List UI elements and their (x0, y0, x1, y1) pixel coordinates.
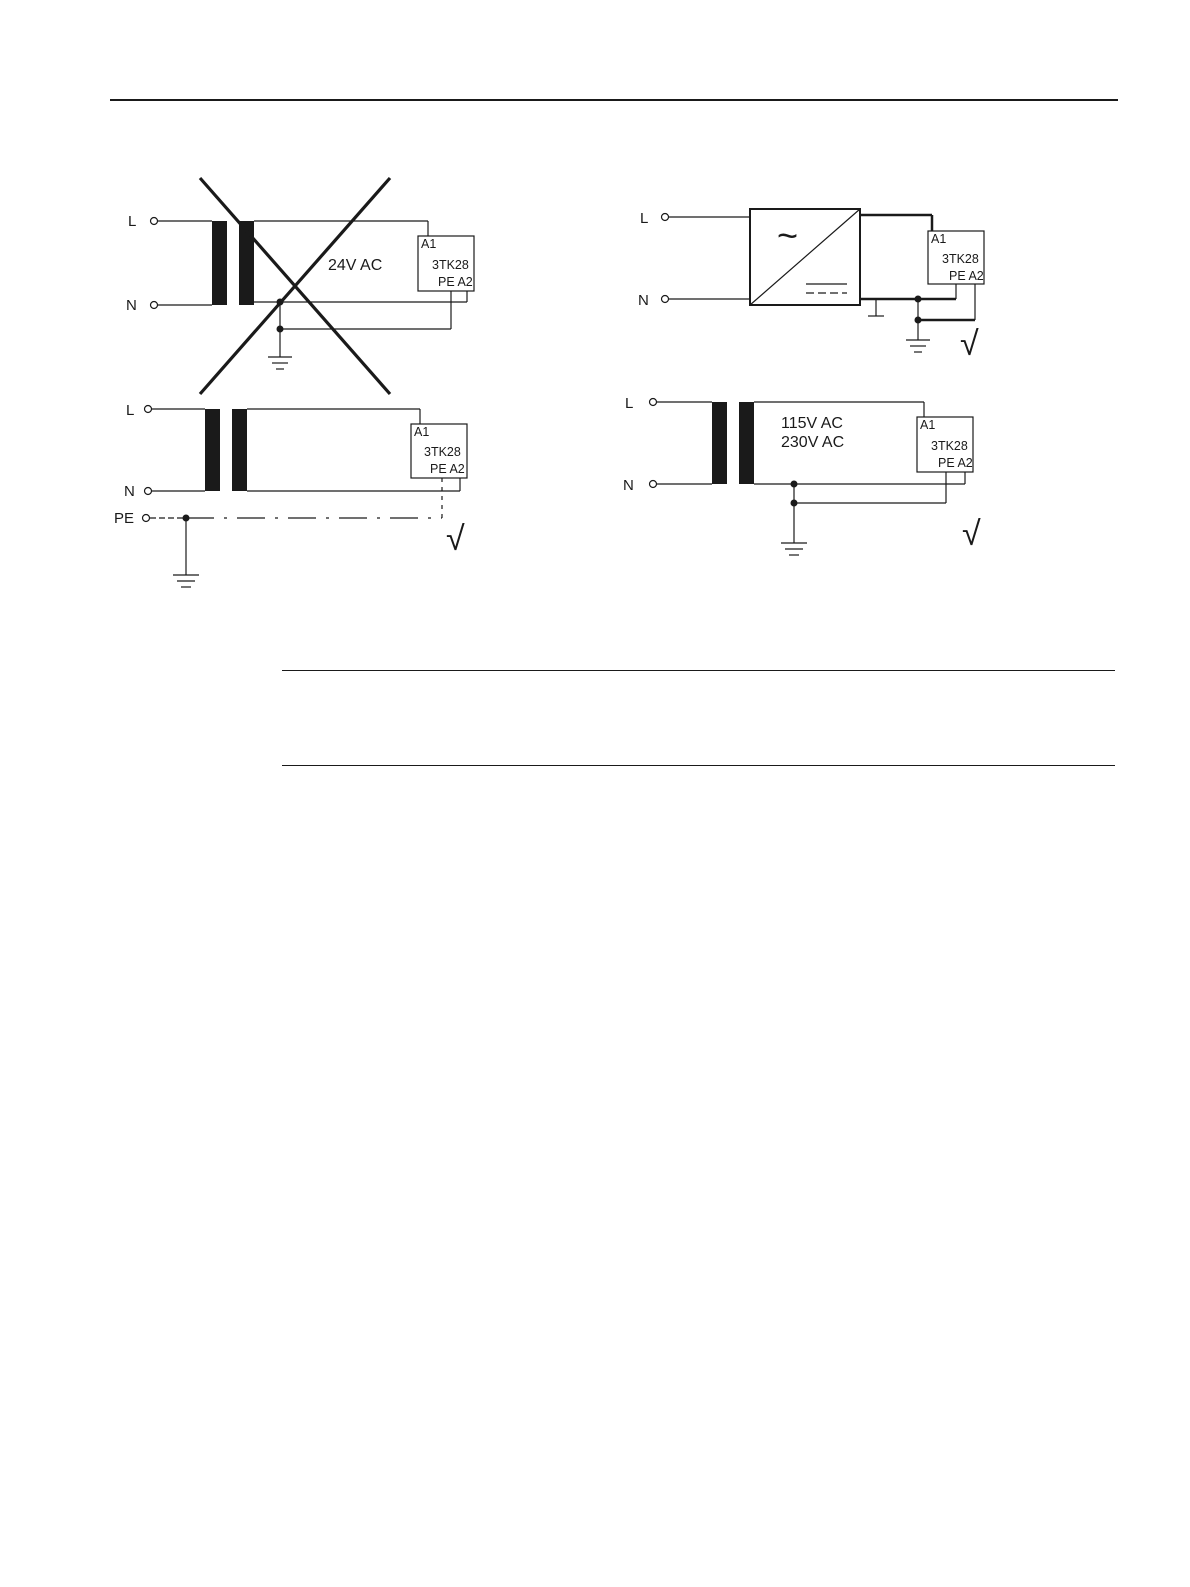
ac-symbol-icon: ~ (777, 215, 799, 256)
voltage-115-label: 115V AC (781, 415, 843, 432)
voltage-label: 24V AC (328, 257, 383, 274)
terminal-n-label: N (623, 477, 634, 494)
wiring-diagrams (0, 0, 1190, 700)
device-name-label: 3TK28 (942, 252, 979, 266)
note-top-rule (282, 670, 1115, 671)
terminal-l (151, 218, 158, 225)
terminal-n-label: N (124, 483, 135, 500)
device-a1-label: A1 (920, 418, 936, 432)
check-icon: √ (960, 325, 979, 363)
transformer-secondary (739, 402, 754, 484)
diagram-correct-115-230 (623, 395, 981, 555)
device-name-label: 3TK28 (931, 439, 968, 453)
terminal-l-label: L (640, 210, 649, 227)
terminal-n-label: N (638, 292, 649, 309)
ground-icon (173, 575, 199, 587)
voltage-230-label: 230V AC (781, 434, 845, 451)
device-a1-label: A1 (931, 232, 947, 246)
transformer-primary (205, 409, 220, 491)
diagram-correct-pe (114, 402, 467, 587)
terminal-l-label: L (625, 395, 634, 412)
device-pe-a2-label: PE A2 (949, 269, 984, 283)
terminal-n-label: N (126, 297, 137, 314)
terminal-n (151, 302, 158, 309)
diagram-wrong-24v (126, 178, 474, 394)
transformer-primary (712, 402, 727, 484)
diagram-correct-supply (638, 209, 984, 363)
device-pe-a2-label: PE A2 (430, 462, 465, 476)
note-bottom-rule (282, 765, 1115, 766)
ground-icon (906, 340, 930, 352)
ground-icon (781, 543, 807, 555)
dc-symbol-icon (806, 284, 847, 293)
terminal-l-label: L (128, 213, 137, 230)
transformer-primary (212, 221, 227, 305)
transformer-secondary (239, 221, 254, 305)
check-icon: √ (446, 520, 465, 558)
device-pe-a2-label: PE A2 (938, 456, 973, 470)
terminal-pe-label: PE (114, 510, 135, 527)
device-a1-label: A1 (421, 237, 437, 251)
terminal-l-label: L (126, 402, 135, 419)
transformer-secondary (232, 409, 247, 491)
device-name-label: 3TK28 (432, 258, 469, 272)
cross-out-icon (200, 178, 390, 394)
device-pe-a2-label: PE A2 (438, 275, 473, 289)
ground-icon (268, 357, 292, 369)
check-icon: √ (962, 515, 981, 553)
device-a1-label: A1 (414, 425, 430, 439)
device-name-label: 3TK28 (424, 445, 461, 459)
